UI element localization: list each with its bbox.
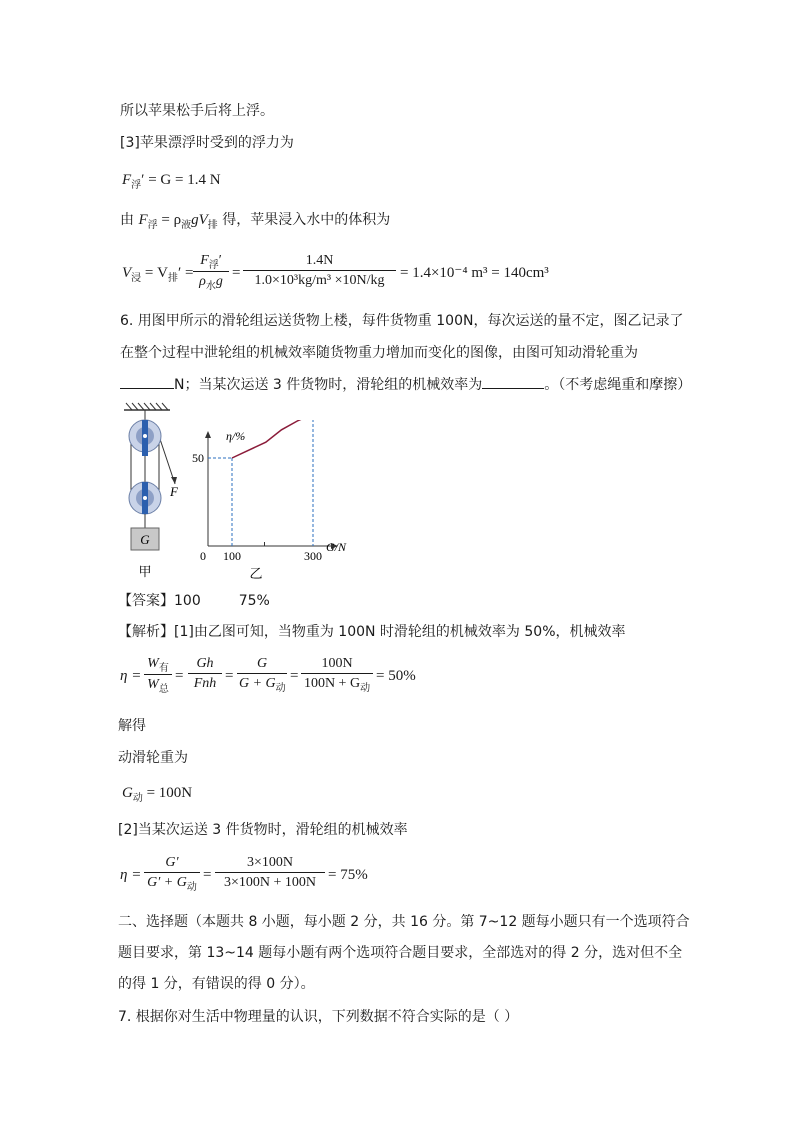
q6-line3: N；当某次运送 3 件货物时，滑轮组的机械效率为 。（不考虑绳重和摩擦） bbox=[120, 374, 691, 395]
equation-2-frac1: $F_浮'$ $\rho_水g$ bbox=[193, 252, 229, 291]
eff-frac-1: $W_有$ $W_总$ bbox=[144, 655, 172, 694]
equation-2-eq: = bbox=[232, 265, 241, 281]
eff-frac-5: G′ $G' + G_动$ bbox=[144, 854, 200, 892]
g-dong-equation: $G_动 = 100N$ bbox=[122, 785, 193, 804]
analysis-line2: [2]当某次运送 3 件货物时，滑轮组的机械效率 bbox=[118, 822, 408, 838]
eff-frac-3: G $G + G_动$ bbox=[239, 656, 286, 694]
text-jiede: 解得 bbox=[118, 718, 146, 734]
fixed-pulley bbox=[129, 420, 161, 456]
eff-result-2: = 75% bbox=[328, 867, 368, 883]
eta-symbol: η = bbox=[120, 668, 142, 684]
efficiency-chart bbox=[190, 420, 360, 580]
y-axis-arrow bbox=[205, 431, 211, 438]
equation-1: $F_浮' = G = 1.4$ N bbox=[122, 172, 221, 191]
eq-sign: = bbox=[175, 668, 184, 684]
figure-caption-yi: 乙 bbox=[249, 566, 263, 580]
answer-line: 【答案】100 75% bbox=[118, 593, 270, 609]
eff-frac-4: 100N $100N + G_动$ bbox=[301, 655, 373, 693]
eq-sign: = bbox=[290, 668, 299, 684]
figure-caption-jia: 甲 bbox=[138, 564, 152, 579]
eq-sign: = bbox=[225, 668, 234, 684]
analysis-line1: 【解析】[1]由乙图可知，当物重为 100N 时滑轮组的机械效率为 50%，机械效率 bbox=[118, 624, 626, 640]
section2-line1: 二、选择题（本题共 8 小题，每小题 2 分，共 16 分。第 7~12 题每小题只有一个选项符合 bbox=[118, 914, 690, 930]
eff-frac-6: $\frac{3\times 100N}{3\times 100N + 100N}$ bbox=[215, 854, 325, 891]
ceiling-hatch bbox=[124, 403, 170, 410]
equation-2-result: = 1.4×10⁻⁴ m³ = 140cm³ bbox=[400, 265, 549, 281]
equation-2-lhs: $V_浸 = V_排'$ = bbox=[122, 265, 194, 284]
x-axis-label: G/N bbox=[326, 540, 347, 554]
q6-line1: 6. 用图甲所示的滑轮组运送货物上楼，每件货物重 100N，每次运送的量不定，图乙记录了 bbox=[120, 313, 684, 329]
origin-label: 0 bbox=[200, 549, 206, 563]
eff-frac-2: Gh Fnh bbox=[188, 655, 222, 692]
q6-line2: 在整个过程中泄轮组的机械效率随货物重力增加而变化的图像，由图可知动滑轮重为 bbox=[120, 345, 638, 361]
eq-sign: = bbox=[203, 867, 212, 883]
x-tick-300: 300 bbox=[304, 549, 322, 563]
text-p1: 所以苹果松手后将上浮。 bbox=[120, 103, 274, 119]
section2-line3: 的得 1 分，有错误的得 0 分）。 bbox=[118, 976, 315, 992]
y-axis-label: η/% bbox=[226, 429, 246, 443]
eta-symbol-2: η = bbox=[120, 867, 142, 883]
y-tick-50: 50 bbox=[192, 451, 204, 465]
movable-pulley bbox=[129, 482, 161, 514]
force-label: F bbox=[170, 484, 178, 499]
text-p3: 由 $F_浮 = \rho_液gV_排$ 得，苹果浸入水中的体积为 bbox=[120, 212, 391, 231]
q7-text: 7. 根据你对生活中物理量的认识，下列数据不符合实际的是（ ） bbox=[118, 1009, 519, 1025]
section2-line2: 题目要求，第 13~14 题每小题有两个选项符合题目要求，全部选对的得 2 分，选对但不全 bbox=[118, 945, 683, 961]
text-p2: [3]苹果漂浮时受到的浮力为 bbox=[120, 135, 294, 151]
text-dong: 动滑轮重为 bbox=[118, 750, 188, 766]
pulley-figure bbox=[118, 400, 198, 580]
load-label: G bbox=[140, 532, 150, 547]
eff-result-1: = 50% bbox=[376, 668, 416, 684]
equation-2-frac2: $\frac{1.4N}{\text{1.0×10³kg/m³ ×10N/kg}}$ bbox=[243, 252, 396, 289]
x-tick-100: 100 bbox=[223, 549, 241, 563]
